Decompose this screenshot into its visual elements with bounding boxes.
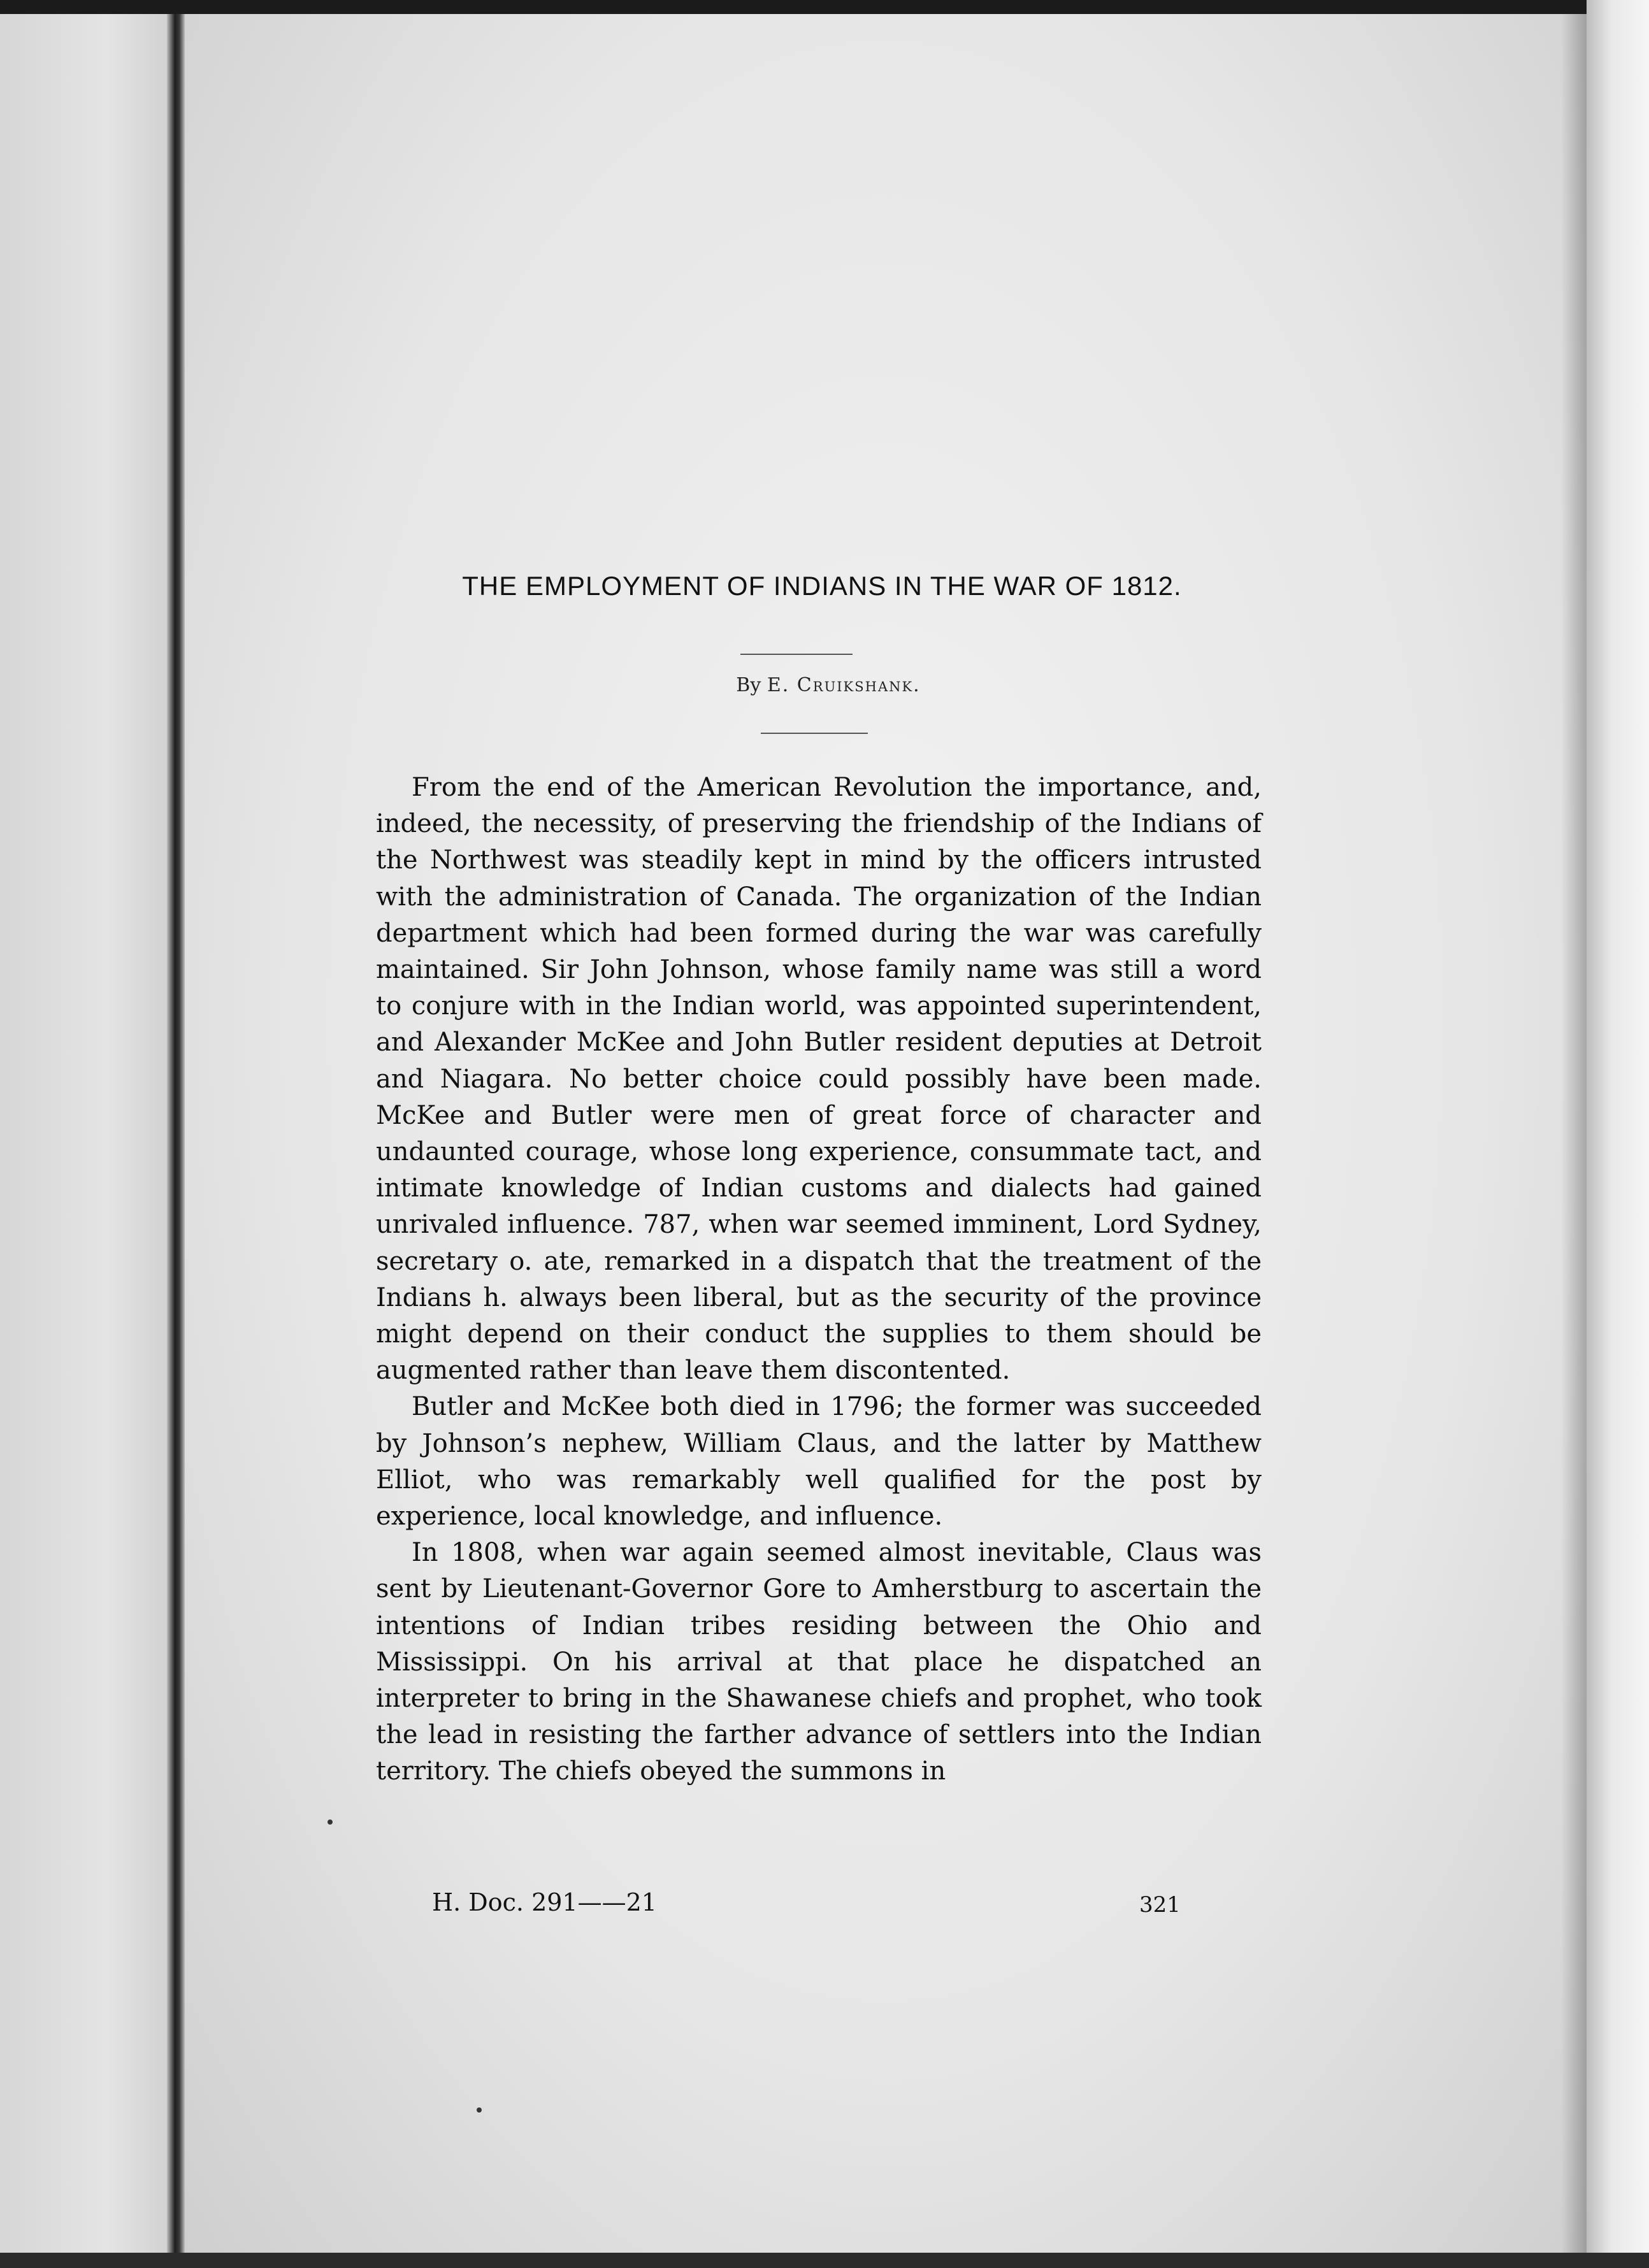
article-title: THE EMPLOYMENT OF INDIANS IN THE WAR OF 1812. <box>462 571 1182 601</box>
scan-speck <box>328 1819 333 1825</box>
scan-bottom-border <box>0 2253 1649 2268</box>
scan-top-border <box>0 0 1649 14</box>
scan-right-margin <box>1587 0 1649 2268</box>
byline <box>637 674 1019 696</box>
book-gutter <box>167 0 185 2268</box>
page-number: 321 <box>1139 1892 1181 1918</box>
title-divider <box>740 654 853 655</box>
page-right-edge-shadow <box>1561 14 1587 2253</box>
paragraph-2: Butler and McKee both died in 1796; the former was succeeded by Johnson’s nephew, William Claus, and the latter by Matthew Elliot, who was remarkably well qualified for the post by experience, local knowledge, and influence. <box>376 1392 1262 1532</box>
book-board-left <box>0 0 177 2268</box>
scan-speck <box>477 2107 482 2113</box>
article-body <box>376 770 1262 1790</box>
author-name: E. Cruikshank. <box>767 674 921 696</box>
paragraph-1: From the end of the American Revolution the importance, and, indeed, the necessity, of preserving the friendship of the Indians of the Northwest was steadily kept in mind by the officers intrusted with the administration of Canada. The organization of the Indian department which had been formed during the war was carefully maintained. Sir John Johnson, whose family name was still a word to conjure with in the Indian world, was appointed superintendent, and Alexander McKee and John Butler resident deputies at Detroit and Niagara. No better choice could possibly have been made. McKee and Butler were men of great force of character and undaunted courage, whose long experience, consummate tact, and intimate knowledge of Indian customs and dialects had gained unrivaled influence. 787, when war seemed imminent, Lord Sydney, secretary o. ate, remarked in a dispatch that the treatment of the Indians h. always been liberal, but as the security of the province might depend on their conduct the supplies to them should be augmented rather than leave them discontented. <box>376 773 1262 1386</box>
document-reference: H. Doc. 291——21 <box>432 1888 657 1916</box>
paragraph-3: In 1808, when war again seemed almost inevitable, Claus was sent by Lieutenant-Governor Gore to Amherstburg to ascertain the intentions of Indian tribes residing between the Ohio and Mississippi. On his arrival at that place he dispatched an interpreter to bring in the Shawanese chiefs and prophet, who took the lead in resisting the farther advance of settlers into the Indian territory. The chiefs obeyed the summons in <box>376 1538 1262 1786</box>
byline-prefix: By <box>736 674 761 696</box>
byline-divider <box>761 733 868 734</box>
